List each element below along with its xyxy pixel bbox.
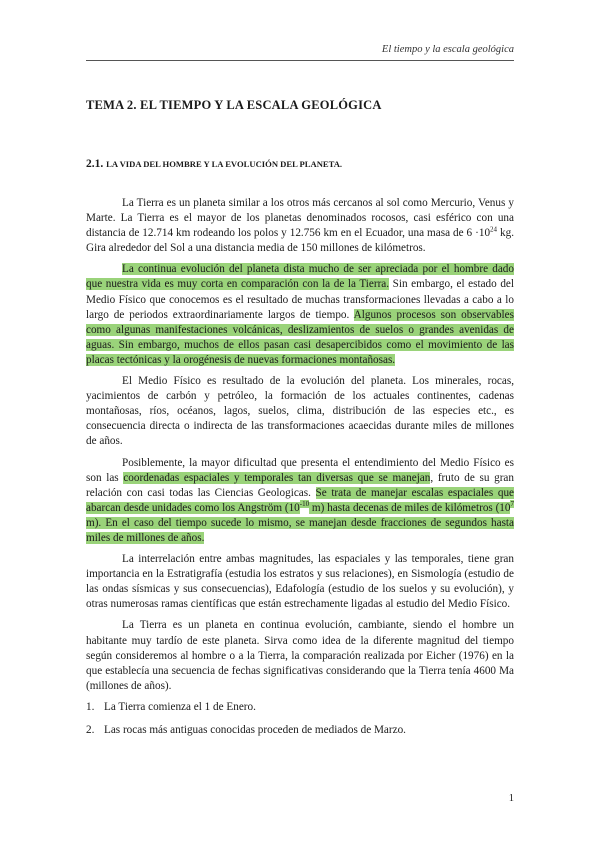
p2-highlight-1: La continua evolución del planeta dista mucho de ser apreciada por el hombre dado que nuestra vida es muy corta en comparación con la de la Tierra. xyxy=(86,263,514,291)
paragraph-5: La interrelación entre ambas magnitudes, las espaciales y las temporales, tiene gran importancia en la Estratigrafía (estudia los estratos y sus relaciones), en Sismología (estudio de las ondas sísmicas y sus consecuencias), Edafología (estudio de los suelos y su evolución), y otras numerosas ramas científicas que están estrechamente ligadas al estudio del Medio Físico. xyxy=(86,553,514,611)
paragraph-3: El Medio Físico es resultado de la evolución del planeta. Los minerales, rocas, yacimientos de carbón y petróleo, la formación de los actuales continentes, cadenas montañosas, ríos, océanos, lagos, suelos, clima, distribución de las especies etc., es consecuencia directa o indirecta de las transformaciones acaecidas durante miles de millones de años. xyxy=(86,375,514,448)
p1-exponent: 24 xyxy=(490,225,498,234)
section-heading: LA VIDA DEL HOMBRE Y LA EVOLUCIÓN DEL PLANETA. xyxy=(106,159,343,169)
list-number: 2. xyxy=(86,724,95,736)
paragraph-4 xyxy=(86,456,514,547)
paragraph-2 xyxy=(86,262,514,368)
p4-highlight-2b: m) hasta decenas de miles de kilómetros (10 xyxy=(309,501,511,514)
p1-text-a: La Tierra es un planeta similar a los otros más cercanos al sol como Mercurio, Venus y Marte. La Tierra es el mayor de los planetas denominados rocosos, casi esférico con una distancia de 12.714 km rodeando los polos y 12.756 km en el Ecuador, una masa de 6 ·10 xyxy=(86,197,514,240)
list-item xyxy=(86,700,514,715)
p4-highlight-2a: Se trata de manejar escalas espaciales que abarcan desde unidades como los Angström (10 xyxy=(86,486,515,514)
chapter-title: TEMA 2. EL TIEMPO Y LA ESCALA GEOLÓGICA xyxy=(86,98,382,112)
list-text: La Tierra comienza el 1 de Enero. xyxy=(104,700,256,713)
p1-text-b: kg. Gira alrededor del Sol a una distancia media de 150 millones de kilómetros. xyxy=(86,227,515,255)
p4-text-a: Posiblemente, la mayor dificultad que presenta el entendimiento del Medio Físico es son las xyxy=(86,456,514,484)
p2-highlight-2: Algunos procesos son observables como algunas manifestaciones volcánicas, deslizamientos de suelos o grandes avenidas de aguas. Sin embargo, muchos de ellos pasan casi desapercibidos como el movimiento de las placas tectónicas y la orogénesis de nuevas formaciones montañosas. xyxy=(86,308,514,366)
p2-text: Sin embargo, el estado del Medio Físico que conocemos es el resultado de muchas transformaciones llevadas a cabo a lo largo de periodos extraordinariamente largos de tiempo. xyxy=(86,278,514,321)
list-number: 1. xyxy=(86,700,95,713)
running-header: El tiempo y la escala geológica xyxy=(381,44,514,55)
section-number: 2.1. xyxy=(86,158,104,170)
header-rule xyxy=(86,60,514,61)
body-text xyxy=(86,196,514,746)
section-title xyxy=(86,158,342,170)
p4-exponent-1: -10 xyxy=(299,500,310,509)
page-number: 1 xyxy=(508,793,514,804)
p4-highlight-1: coordenadas espaciales y temporales tan diversas que se manejan xyxy=(123,471,431,484)
paragraph-6: La Tierra es un planeta en continua evolución, cambiante, siendo el hombre un habitante muy tardío de este planeta. Sirva como idea de la diferente magnitud del tiempo según consideremos al hombre o a la Tierra, la comparación realizada por Eicher (1976) en la que establecía una secuencia de fechas significativas considerando que la Tierra tenía 4600 Ma (millones de años). xyxy=(86,619,514,692)
p4-text-b: , fruto de su gran relación con casi todas las Ciencias Geologicas. xyxy=(86,471,514,499)
list-text: Las rocas más antiguas conocidas proceden de mediados de Marzo. xyxy=(104,724,406,736)
list-item xyxy=(86,723,514,738)
p4-exponent-2: 7 xyxy=(510,500,514,509)
paragraph-1 xyxy=(86,196,514,256)
p4-highlight-2c: m). En el caso del tiempo sucede lo mismo, se manejan desde fracciones de segundos hasta miles de millones de años. xyxy=(86,516,514,544)
